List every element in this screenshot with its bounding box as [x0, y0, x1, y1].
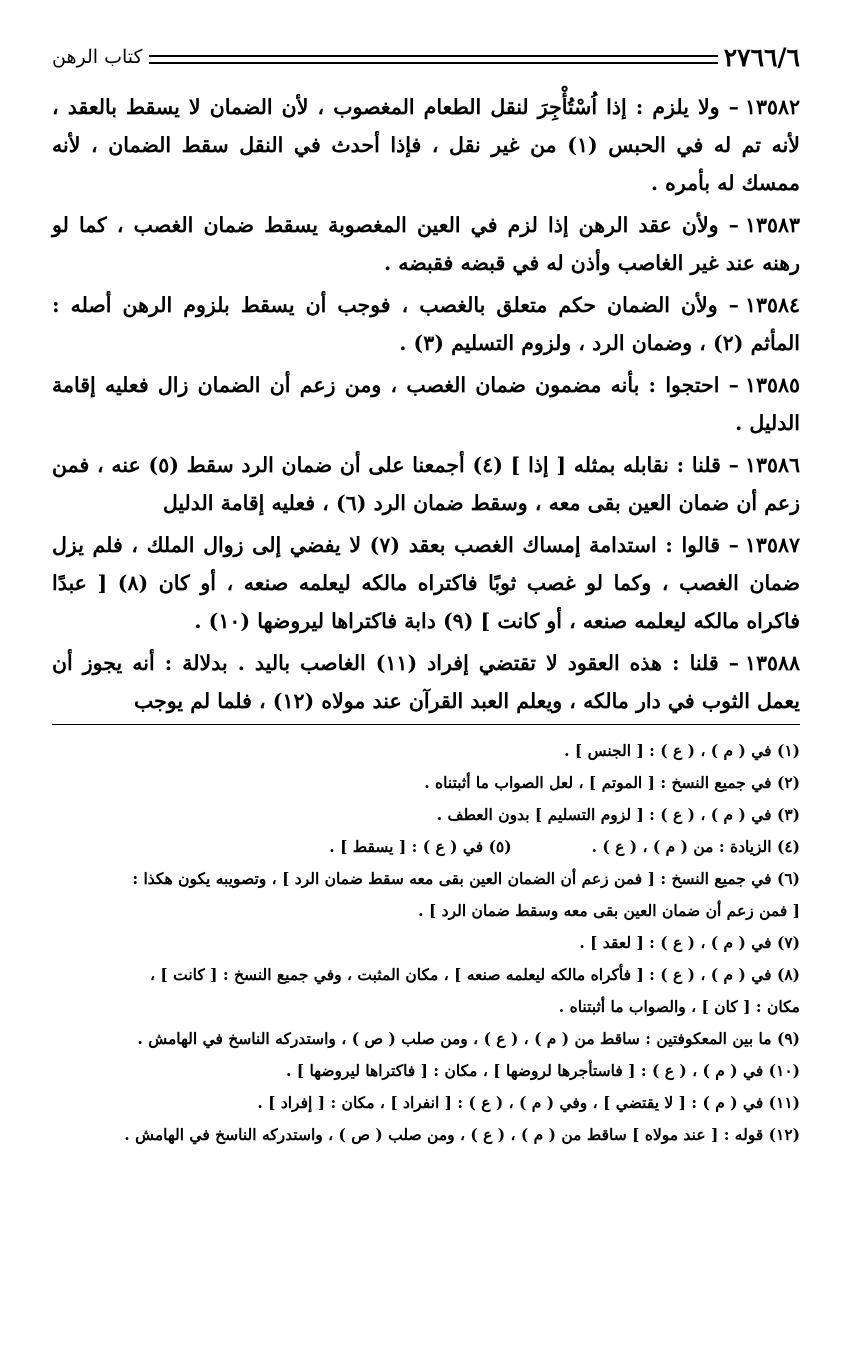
paragraph-number: ١٣٥٨٢: [744, 95, 800, 119]
paragraph-number: ١٣٥٨٨: [744, 651, 800, 675]
paragraph: [52, 286, 800, 362]
paragraph-number: ١٣٥٨٣: [744, 213, 800, 237]
paragraph-text: – ولأن الضمان حكم متعلق بالغصب ، فوجب أن يسقط بلزوم الرهن أصله : المأثم (٢) ، وضمان الرد ، ولزوم التسليم (٣) .: [52, 293, 800, 355]
footnote: (١٢) قوله : [ عند مولاه ] ساقط من ( م ) ، ( ع ) ، ومن صلب ( ص ) ، واستدركه الناسخ في الهامش .: [124, 1125, 800, 1144]
paragraph-text: – ولأن عقد الرهن إذا لزم في العين المغصوبة يسقط ضمان الغصب ، كما لو رهنه عند غير الغاصب وأذن له في قبضه فقبضه .: [52, 213, 800, 275]
paragraph: [52, 644, 800, 720]
paragraph: [52, 206, 800, 282]
footnote-continuation: مكان : [ كان ] ، والصواب ما أثبتناه .: [558, 997, 800, 1016]
paragraph: [52, 446, 800, 522]
footnote-continuation: [ فمن زعم أن ضمان العين بقى معه وسقط ضمان الرد ] .: [418, 901, 800, 920]
footnote: (٦) في جميع النسخ : [ فمن زعم أن الضمان العين بقى معه سقط ضمان الرد ] ، وتصويبه يكون هكذا :: [132, 869, 800, 888]
footnote: (٢) في جميع النسخ : [ الموتم ] ، لعل الصواب ما أثبتناه .: [424, 773, 800, 792]
footnote: (٩) ما بين المعكوفتين : ساقط من ( م ) ، ( ع ) ، ومن صلب ( ص ) ، واستدركه الناسخ في الهامش .: [137, 1029, 800, 1048]
paragraph-number: ١٣٥٨٦: [744, 453, 800, 477]
paragraph-text: – احتجوا : بأنه مضمون ضمان الغصب ، ومن زعم أن الضمان زال فعليه إقامة الدليل .: [52, 373, 800, 435]
footnote-separator: [52, 724, 800, 725]
paragraph: [52, 526, 800, 640]
footnote: (١٠) في ( م ) ، ( ع ) : [ فاستأجرها لروضها ] ، مكان : [ فاكتراها ليروضها ] .: [285, 1061, 800, 1080]
page-number: ٢٧٦٦/٦: [723, 42, 800, 72]
paragraph: [52, 88, 800, 202]
footnote: (٥) في ( ع ) : [ يسقط ] .: [329, 837, 512, 856]
paragraph-number: ١٣٥٨٤: [744, 293, 800, 317]
footnote: (٣) في ( م ) ، ( ع ) : [ لزوم التسليم ] بدون العطف .: [436, 805, 800, 824]
paragraph-text: – قلنا : هذه العقود لا تقتضي إفراد (١١) الغاصب باليد . بدلالة : أنه يجوز أن يعمل الثوب في دار مالكه ، ويعلم العبد القرآن عند مولاه (١٢) ، فلما لم يوجب: [52, 651, 800, 713]
paragraph-text: – قالوا : استدامة إمساك الغصب بعقد (٧) لا يفضي إلى زوال الملك ، فلم يزل ضمان الغصب ، وكما لو غصب ثوبًا فاكتراه مالكه ليعلمه صنعه ، أو كان (٨) [ عبدًا فاكراه مالكه ليعلمه صنعه ، أو كانت ] (٩) دابة فاكتراها ليروضها (١٠) .: [52, 533, 801, 633]
footnote: (١١) في ( م ) : [ لا يقتضي ] ، وفي ( م ) ، ( ع ) : [ انفراد ] ، مكان : [ إفراد ] .: [257, 1093, 800, 1112]
header-rule: [149, 55, 718, 64]
footnote: (١) في ( م ) ، ( ع ) : [ الجنس ] .: [564, 741, 800, 760]
book-page: [52, 38, 800, 1151]
footnote: (٨) في ( م ) ، ( ع ) : [ فأكراه مالكه ليعلمه صنعه ] ، مكان المثبت ، وفي جميع النسخ : [ كانت ] ،: [149, 965, 800, 984]
paragraph-number: ١٣٥٨٧: [744, 533, 800, 557]
main-text: [52, 88, 800, 720]
footnote: (٧) في ( م ) ، ( ع ) : [ لعقد ] .: [579, 933, 800, 952]
paragraph-number: ١٣٥٨٥: [744, 373, 800, 397]
chapter-title: كتاب الرهن: [52, 46, 143, 68]
footnote-row: [52, 831, 800, 863]
page-header: [52, 38, 800, 76]
footnote: (٤) الزيادة : من ( م ) ، ( ع ) .: [591, 837, 800, 856]
footnotes: [52, 735, 800, 1151]
paragraph-text: – قلنا : نقابله بمثله [ إذا ] (٤) أجمعنا على أن ضمان الرد سقط (٥) عنه ، فمن زعم أن ضمان العين بقى معه ، وسقط ضمان الرد (٦) ، فعليه إقامة الدليل: [52, 453, 800, 515]
paragraph: [52, 366, 800, 442]
paragraph-text: – ولا يلزم : إذا اُسْتُأْجِرَ لنقل الطعام المغصوب ، لأن الضمان لا يسقط بالعقد ، لأنه تم له في الحبس (١) من غير نقل ، فإذا أحدث في النقل سقط الضمان ، لأنه ممسك له بأمره .: [52, 95, 800, 195]
